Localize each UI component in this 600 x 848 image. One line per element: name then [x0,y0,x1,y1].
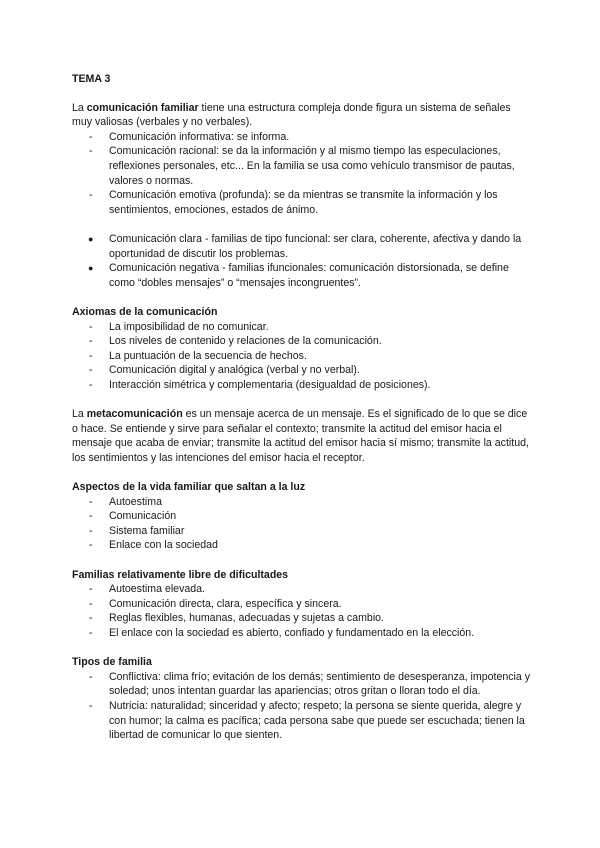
list-item-text: Autoestima [109,495,162,508]
bullet-marker: ● [88,263,94,274]
intro-text-end: tiene una estructura compleja donde figura un sistema de señales muy valiosas (verbales y no verbales). [72,101,511,129]
list-item-text: Comunicación digital y analógica (verbal y no verbal). [109,364,360,377]
communication-types-list [72,130,532,218]
meta-bold-term: metacomunicación [86,408,183,421]
list-item-text: Reglas flexibles, humanas, adecuadas y sujetas a cambio. [109,612,385,625]
free-families-heading: Familias relativamente libre de dificultades [72,568,289,581]
list-item-text: Conflictiva: clima frío; evitación de los demás; sentimiento de desesperanza, impotencia y soledad; unos intentan guardar las apariencias; otros gritan o lloran todo el día. [109,670,531,698]
metacommunication-paragraph [72,407,532,465]
list-item [72,699,532,743]
list-item [72,597,532,612]
list-item-text: La imposibilidad de no comunicar. [109,320,269,333]
list-item-text: Los niveles de contenido y relaciones de la comunicación. [109,335,382,348]
list-item [72,334,532,349]
dash-marker: - [89,510,93,523]
list-item [72,188,532,217]
list-item-text: Enlace con la sociedad [109,539,218,552]
dash-marker: - [89,378,93,391]
dash-marker: - [89,349,93,362]
intro-paragraph [72,101,532,130]
list-item [72,320,532,335]
list-item-text: Comunicación negativa - familias ifuncionales: comunicación distorsionada, se define como “dobles mensajes” o “mensajes incongruentes”. [109,262,509,289]
list-item-text: Comunicación directa, clara, específica y sincera. [109,597,342,610]
list-item-text: Comunicación clara - familias de tipo funcional: ser clara, coherente, afectiva y dando la oportunidad de discutir los problemas. [109,232,522,260]
list-item-text: Comunicación [109,510,177,523]
list-item [72,349,532,364]
intro-bold-term: comunicación familiar [86,101,199,114]
list-item [72,509,532,524]
document-content [72,72,532,743]
list-item [72,611,532,626]
page-title: TEMA 3 [72,73,111,85]
dash-marker: - [89,612,93,625]
list-item-text: Comunicación racional: se da la información y al mismo tiempo las especulaciones, reflexiones personales, etc... En la familia se usa como vehículo transmisor de pautas, valores o normas. [109,145,515,187]
list-item-text: Interacción simétrica y complementaria (desigualdad de posiciones). [109,378,431,391]
meta-text-end: es un mensaje acerca de un mensaje. Es el significado de lo que se dice o hace. Se entiende y sirve para señalar el contexto; transmite la actitud del emisor hacia el mensaje que acaba de enviar; transmite la actitud del emisor hacia sí mismo; transmite la actitud, los sentimientos y las intenciones del emisor hacia el receptor. [72,408,529,464]
dash-marker: - [89,335,93,348]
dash-marker: - [89,670,93,683]
aspects-heading: Aspectos de la vida familiar que saltan a la luz [72,481,306,494]
list-item [72,261,532,290]
dash-marker: - [89,524,93,537]
list-item [72,363,532,378]
dash-marker: - [89,364,93,377]
list-item [72,232,532,261]
list-item [72,130,532,145]
list-item [72,626,532,641]
free-families-list [72,582,532,640]
dash-marker: - [89,597,93,610]
list-item [72,495,532,510]
dash-marker: - [89,189,93,202]
dash-marker: - [89,626,93,639]
list-item [72,538,532,553]
communication-kinds-list [72,232,532,290]
list-item-text: Comunicación emotiva (profunda): se da mientras se transmite la información y los sentimientos, emociones, estados de ánimo. [109,189,498,216]
list-item [72,582,532,597]
list-item [72,144,532,188]
list-item-text: Comunicación informativa: se informa. [109,130,290,143]
dash-marker: - [89,130,93,143]
list-item-text: La puntuación de la secuencia de hechos. [109,349,307,362]
family-types-heading: Tipos de familia [72,656,152,669]
list-item [72,670,532,699]
dash-marker: - [89,495,93,508]
aspects-list [72,495,532,553]
dash-marker: - [89,583,93,596]
intro-text-start: La [72,101,87,114]
dash-marker: - [89,699,93,712]
list-item-text: Sistema familiar [109,524,185,537]
dash-marker: - [89,320,93,333]
dash-marker: - [89,539,93,552]
axioms-heading: Axiomas de la comunicación [72,305,218,318]
list-item [72,524,532,539]
list-item-text: El enlace con la sociedad es abierto, confiado y fundamentado en la elección. [109,626,475,639]
dash-marker: - [89,145,93,158]
meta-text-start: La [72,408,87,421]
list-item [72,378,532,393]
list-item-text: Autoestima elevada. [109,583,205,596]
bullet-marker: ● [88,233,94,244]
axioms-list [72,320,532,393]
list-item-text: Nutricia: naturalidad; sinceridad y afecto; respeto; la persona se siente querida, alegre y con humor; la calma es pacífica; cada persona sabe que puede ser escuchada; tienen la libertad de comunicar lo que sienten. [109,699,525,742]
family-types-list [72,670,532,743]
